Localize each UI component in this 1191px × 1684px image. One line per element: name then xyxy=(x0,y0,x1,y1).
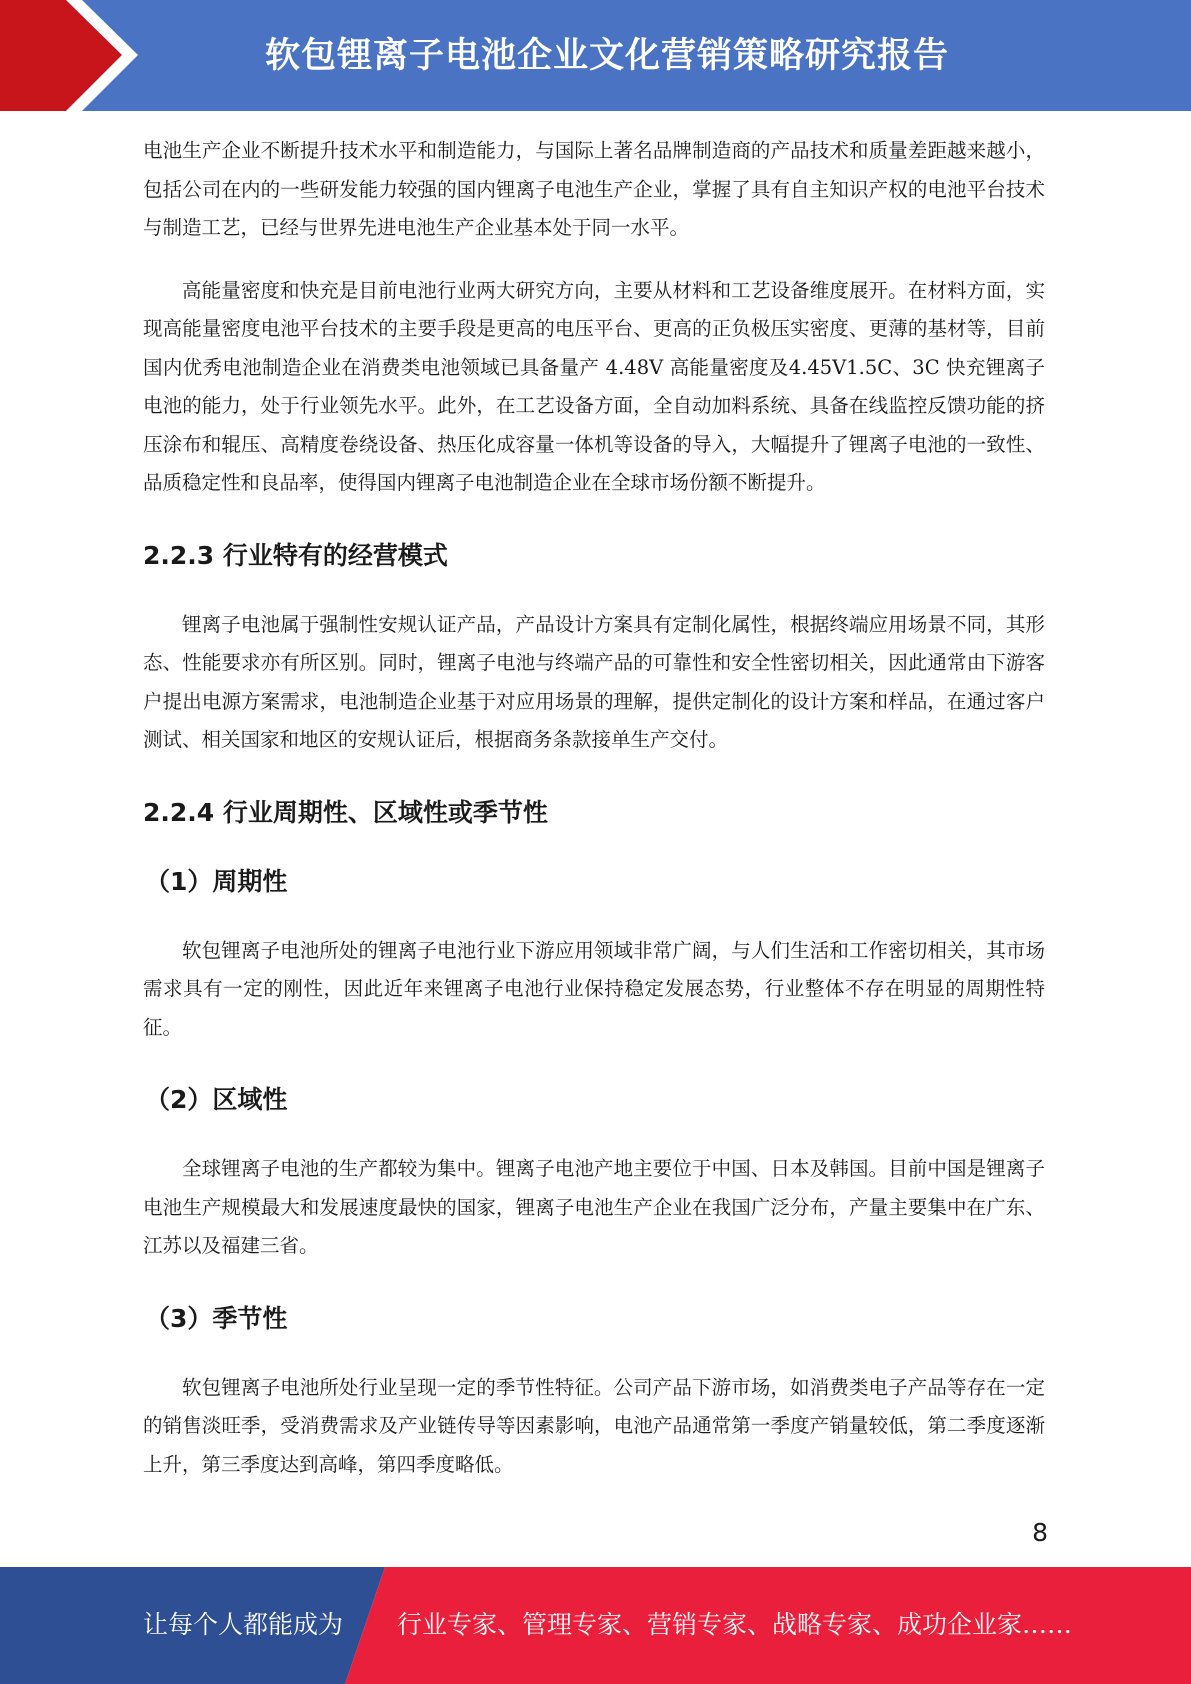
document-title: 软包锂离子电池企业文化营销策略研究报告 xyxy=(265,36,950,76)
section-heading: 2.2.3 行业特有的经营模式 xyxy=(143,540,448,570)
footer-slogan-left: 让每个人都能成为 xyxy=(143,1610,344,1639)
section-heading: 2.2.4 行业周期性、区域性或季节性 xyxy=(143,797,548,827)
body-paragraph: 软包锂离子电池所处行业呈现一定的季节性特征。公司产品下游市场，如消费类电子产品等存在一定的销售淡旺季，受消费需求及产业链传导等因素影响，电池产品通常第一季度产销量较低，第二季度逐渐上升，第三季度达到高峰，第四季度略低。 xyxy=(143,1375,1045,1476)
body-paragraph: 电池生产企业不断提升技术水平和制造能力，与国际上著名品牌制造商的产品技术和质量差距越来越小，包括公司在内的一些研发能力较强的国内锂离子电池生产企业，掌握了具有自主知识产权的电池平台技术与制造工艺，已经与世界先进电池生产企业基本处于同一水平。 xyxy=(143,139,1045,239)
footer-slogan-right: 行业专家、管理专家、营销专家、战略专家、成功企业家…… xyxy=(397,1610,1073,1639)
subsection-heading: （1）周期性 xyxy=(145,866,288,896)
page-number: 8 xyxy=(1032,1518,1048,1547)
body-paragraph: 软包锂离子电池所处的锂离子电池行业下游应用领域非常广阔，与人们生活和工作密切相关，其市场需求具有一定的刚性，因此近年来锂离子电池行业保持稳定发展态势，行业整体不存在明显的周期性特征。 xyxy=(143,938,1045,1039)
header-arrow-decoration xyxy=(0,0,160,111)
body-paragraph: 锂离子电池属于强制性安规认证产品，产品设计方案具有定制化属性，根据终端应用场景不同，其形态、性能要求亦有所区别。同时，锂离子电池与终端产品的可靠性和安全性密切相关，因此通常由下游客户提出电源方案需求，电池制造企业基于对应用场景的理解，提供定制化的设计方案和样品，在通过客户测试、相关国家和地区的安规认证后，根据商务条款接单生产交付。 xyxy=(143,612,1045,751)
page-header xyxy=(0,0,1191,111)
subsection-heading: （3）季节性 xyxy=(145,1303,288,1333)
body-paragraph: 高能量密度和快充是目前电池行业两大研究方向，主要从材料和工艺设备维度展开。在材料方面，实现高能量密度电池平台技术的主要手段是更高的电压平台、更高的正负极压实密度、更薄的基材等，目前国内优秀电池制造企业在消费类电池领域已具备量产 4.48V 高能量密度及4.45V1.5C、3C 快充锂离子电池的能力，处于行业领先水平。此外，在工艺设备方面，全自动加料系统、具备在线监控反馈功能的挤压涂布和辊压、高精度卷绕设备、热压化成容量一体机等设备的导入，大幅提升了锂离子电池的一致性、品质稳定性和良品率，使得国内锂离子电池制造企业在全球市场份额不断提升。 xyxy=(143,278,1045,494)
page-content xyxy=(143,132,1045,1484)
page-footer xyxy=(0,1567,1191,1684)
body-paragraph: 全球锂离子电池的生产都较为集中。锂离子电池产地主要位于中国、日本及韩国。目前中国是锂离子电池生产规模最大和发展速度最快的国家，锂离子电池生产企业在我国广泛分布，产量主要集中在广东、江苏以及福建三省。 xyxy=(143,1157,1045,1257)
subsection-heading: （2）区域性 xyxy=(145,1085,288,1114)
